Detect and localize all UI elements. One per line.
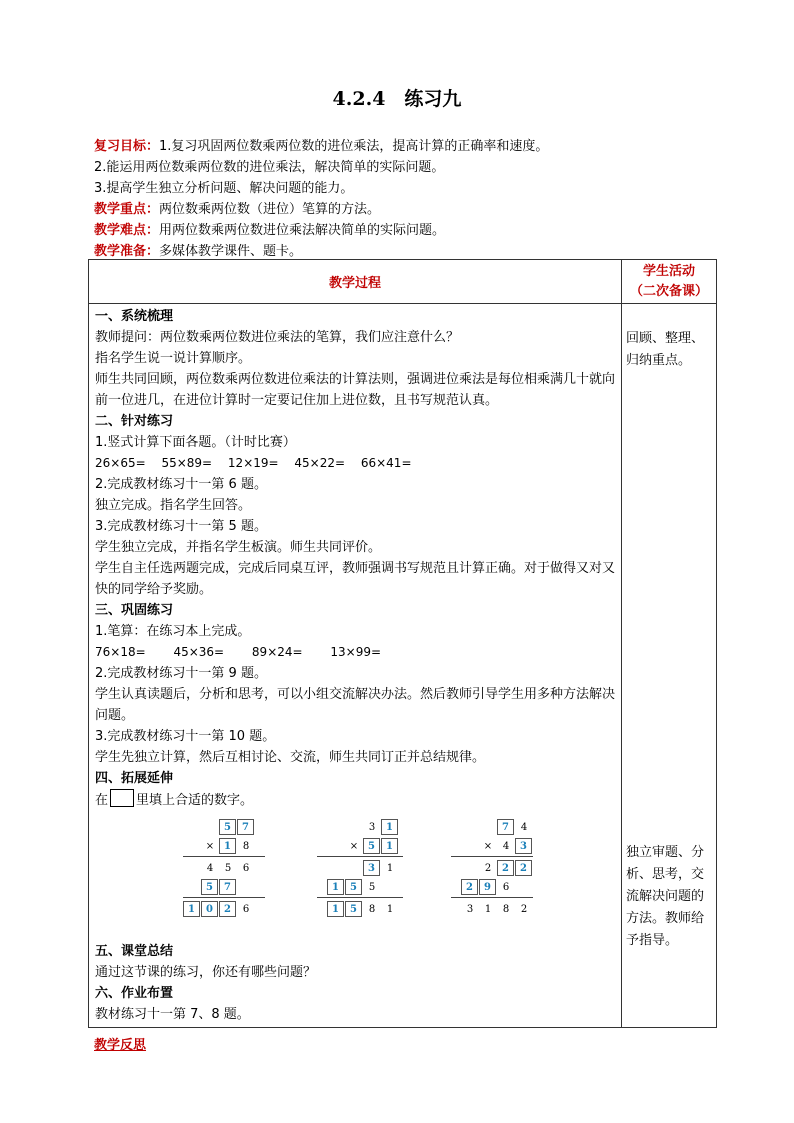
p2-r5-c2: 5 (345, 901, 362, 917)
section-2-title: 二、针对练习 (95, 414, 174, 429)
p1-r2-c2: 1 (219, 838, 236, 854)
p3-r5-c1: 3 (466, 903, 474, 915)
p3-r1-c1 (479, 819, 497, 835)
p2-row-3 (345, 860, 399, 876)
p2-r2-c2: 5 (363, 838, 380, 854)
difficulty-label: 教学难点： (94, 223, 160, 238)
section-4-title: 四、拓展延伸 (95, 771, 174, 786)
p3-r3-c3: 2 (515, 860, 532, 876)
lesson-intro (94, 136, 724, 262)
s2-p3: 2.完成教材练习十一第 6 题。 (95, 477, 267, 492)
p1-r4-c1: 5 (201, 879, 218, 895)
p2-row-5 (327, 901, 399, 917)
section-1-title: 一、系统梳理 (95, 309, 174, 324)
multiplication-puzzles (95, 811, 615, 941)
side-note-2: 独立审题、分析、思考，交流解决问题的方法。教师给予指导。 (626, 845, 705, 948)
s2-p7: 学生自主任选两题完成，完成后同桌互评，教师强调书写规范且计算正确。对于做得又对又快的同学给予奖励。 (95, 561, 616, 597)
header-student-activity (622, 260, 717, 304)
p1-r1-c2: 5 (219, 819, 236, 835)
p3-row-2 (479, 838, 533, 854)
side-note-1: 回顾、整理、归纳重点。 (626, 331, 705, 368)
p1-r5-c4: 6 (242, 903, 250, 915)
s3-p3: 2.完成教材练习十一第 9 题。 (95, 666, 267, 681)
p1-r5-c1: 1 (183, 901, 200, 917)
p3-r3-c1: 2 (484, 862, 492, 874)
p2-r3-c3: 1 (386, 862, 394, 874)
p1-r2-c1: × (205, 840, 215, 852)
section-5-title: 五、课堂总结 (95, 944, 174, 959)
s2-p2: 26×65= 55×89= 12×19= 45×22= 66×41= (95, 456, 412, 470)
p3-r1-c2: 7 (497, 819, 514, 835)
p3-r5-c2: 1 (484, 903, 492, 915)
p2-row-4 (327, 879, 399, 895)
s3-p6: 学生先独立计算，然后互相讨论、交流，师生共同订正并总结规律。 (95, 750, 486, 765)
s3-p1: 1.笔算：在练习本上完成。 (95, 624, 251, 639)
p3-row-1 (479, 819, 533, 835)
goal-2: 2.能运用两位数乘两位数的进位乘法，解决简单的实际问题。 (94, 160, 445, 175)
header-right-1: 学生活动 (642, 263, 695, 279)
p3-r4-c3: 6 (502, 881, 510, 893)
section-6-title: 六、作业布置 (95, 986, 174, 1001)
p2-r5-c4: 1 (386, 903, 394, 915)
s1-p1: 教师提问：两位数乘两位数进位乘法的笔算，我们应注意什么？ (95, 330, 460, 345)
s2-p5: 3.完成教材练习十一第 5 题。 (95, 519, 267, 534)
s4-p1a: 在 (95, 793, 109, 808)
reflection-link[interactable]: 教学反思 (94, 1038, 147, 1053)
goal-1: 1.复习巩固两位数乘两位数的进位乘法，提高计算的正确率和速度。 (159, 139, 549, 154)
p1-row-4 (201, 879, 255, 895)
p3-r3-c2: 2 (497, 860, 514, 876)
p2-r1-c1 (345, 819, 363, 835)
difficulty-text: 用两位数乘两位数进位乘法解决简单的实际问题。 (159, 223, 446, 238)
p1-r3-c2: 5 (224, 862, 232, 874)
p3-r2-c3: 3 (515, 838, 532, 854)
p2-r5-c3: 8 (368, 903, 376, 915)
p1-r3-c1: 4 (206, 862, 214, 874)
p1-row-3 (201, 860, 255, 876)
p2-r4-c2: 5 (345, 879, 362, 895)
lesson-table (88, 259, 717, 1028)
p2-r4-c3: 5 (368, 881, 376, 893)
p1-r5-c3: 2 (219, 901, 236, 917)
student-activity-column (622, 304, 717, 1028)
p1-r3-c3: 6 (242, 862, 250, 874)
p1-r2-c3: 8 (242, 840, 250, 852)
s3-p4: 学生认真读题后，分析和思考，可以小组交流解决办法。然后教师引导学生用多种方法解决问题。 (95, 687, 616, 723)
s2-p1: 1.竖式计算下面各题。（计时比赛） (95, 435, 296, 450)
s2-p4: 独立完成。指名学生回答。 (95, 498, 252, 513)
key-label: 教学重点： (94, 202, 160, 217)
key-line (94, 199, 724, 220)
p1-r1-c1 (201, 819, 219, 835)
p3-row-3 (479, 860, 533, 876)
p1-row-2 (201, 838, 255, 854)
header-right-2: （二次备课） (629, 283, 708, 299)
p3-r4-c4 (515, 879, 533, 895)
prep-text: 多媒体教学课件、题卡。 (159, 244, 303, 259)
s2-p6: 学生独立完成，并指名学生板演。师生共同评价。 (95, 540, 382, 555)
goal-3: 3.提高学生独立分析问题、解决问题的能力。 (94, 181, 354, 196)
p3-r4-c2: 9 (479, 879, 496, 895)
p2-r4-c1: 1 (327, 879, 344, 895)
prep-label: 教学准备： (94, 244, 160, 259)
header-process: 教学过程 (89, 260, 622, 304)
p3-row-5 (461, 901, 533, 917)
p1-row-5 (183, 901, 255, 917)
p3-r5-c3: 8 (502, 903, 510, 915)
page-title: 4.2.4 练习九 (332, 88, 462, 110)
p3-r2-c1: × (483, 840, 493, 852)
s1-p3: 师生共同回顾，两位数乘两位数进位乘法的计算法则，强调进位乘法是每位相乘满几十就向前一位进几，在进位计算时一定要记住加上进位数，且书写规范认真。 (95, 372, 616, 408)
p1-row-1 (201, 819, 255, 835)
p1-r5-c2: 0 (201, 901, 218, 917)
s4-p1b: 里填上合适的数字。 (136, 793, 254, 808)
p3-r4-c1: 2 (461, 879, 478, 895)
s3-p2: 76×18= 45×36= 89×24= 13×99= (95, 645, 382, 659)
p3-r5-c4: 2 (520, 903, 528, 915)
p3-r1-c3: 4 (520, 821, 528, 833)
s1-p2: 指名学生说一说计算顺序。 (95, 351, 252, 366)
p2-r3-c2: 3 (363, 860, 380, 876)
p2-r4-c4 (381, 879, 399, 895)
p2-r5-c1: 1 (327, 901, 344, 917)
blank-box-icon (110, 789, 134, 807)
p2-r2-c1: × (349, 840, 359, 852)
section-3-title: 三、巩固练习 (95, 603, 174, 618)
p2-r1-c3: 1 (381, 819, 398, 835)
goal-label: 复习目标： (94, 139, 160, 154)
p1-r4-c3 (237, 879, 255, 895)
p2-r1-c2: 3 (368, 821, 376, 833)
p2-r3-c1 (345, 860, 363, 876)
p1-r4-c2: 7 (219, 879, 236, 895)
p1-r1-c3: 7 (237, 819, 254, 835)
p3-row-4 (461, 879, 533, 895)
s4-p1 (95, 789, 615, 811)
process-content (89, 304, 622, 1028)
p2-row-1 (345, 819, 399, 835)
p2-row-2 (345, 838, 399, 854)
difficulty-line (94, 220, 724, 241)
s3-p5: 3.完成教材练习十一第 10 题。 (95, 729, 276, 744)
s6-p1: 教材练习十一第 7、8 题。 (95, 1007, 250, 1022)
s5-p1: 通过这节课的练习，你还有哪些问题？ (95, 965, 317, 980)
p2-r2-c3: 1 (381, 838, 398, 854)
goal-line-1 (94, 136, 724, 157)
p3-r2-c2: 4 (502, 840, 510, 852)
key-text: 两位数乘两位数（进位）笔算的方法。 (159, 202, 381, 217)
